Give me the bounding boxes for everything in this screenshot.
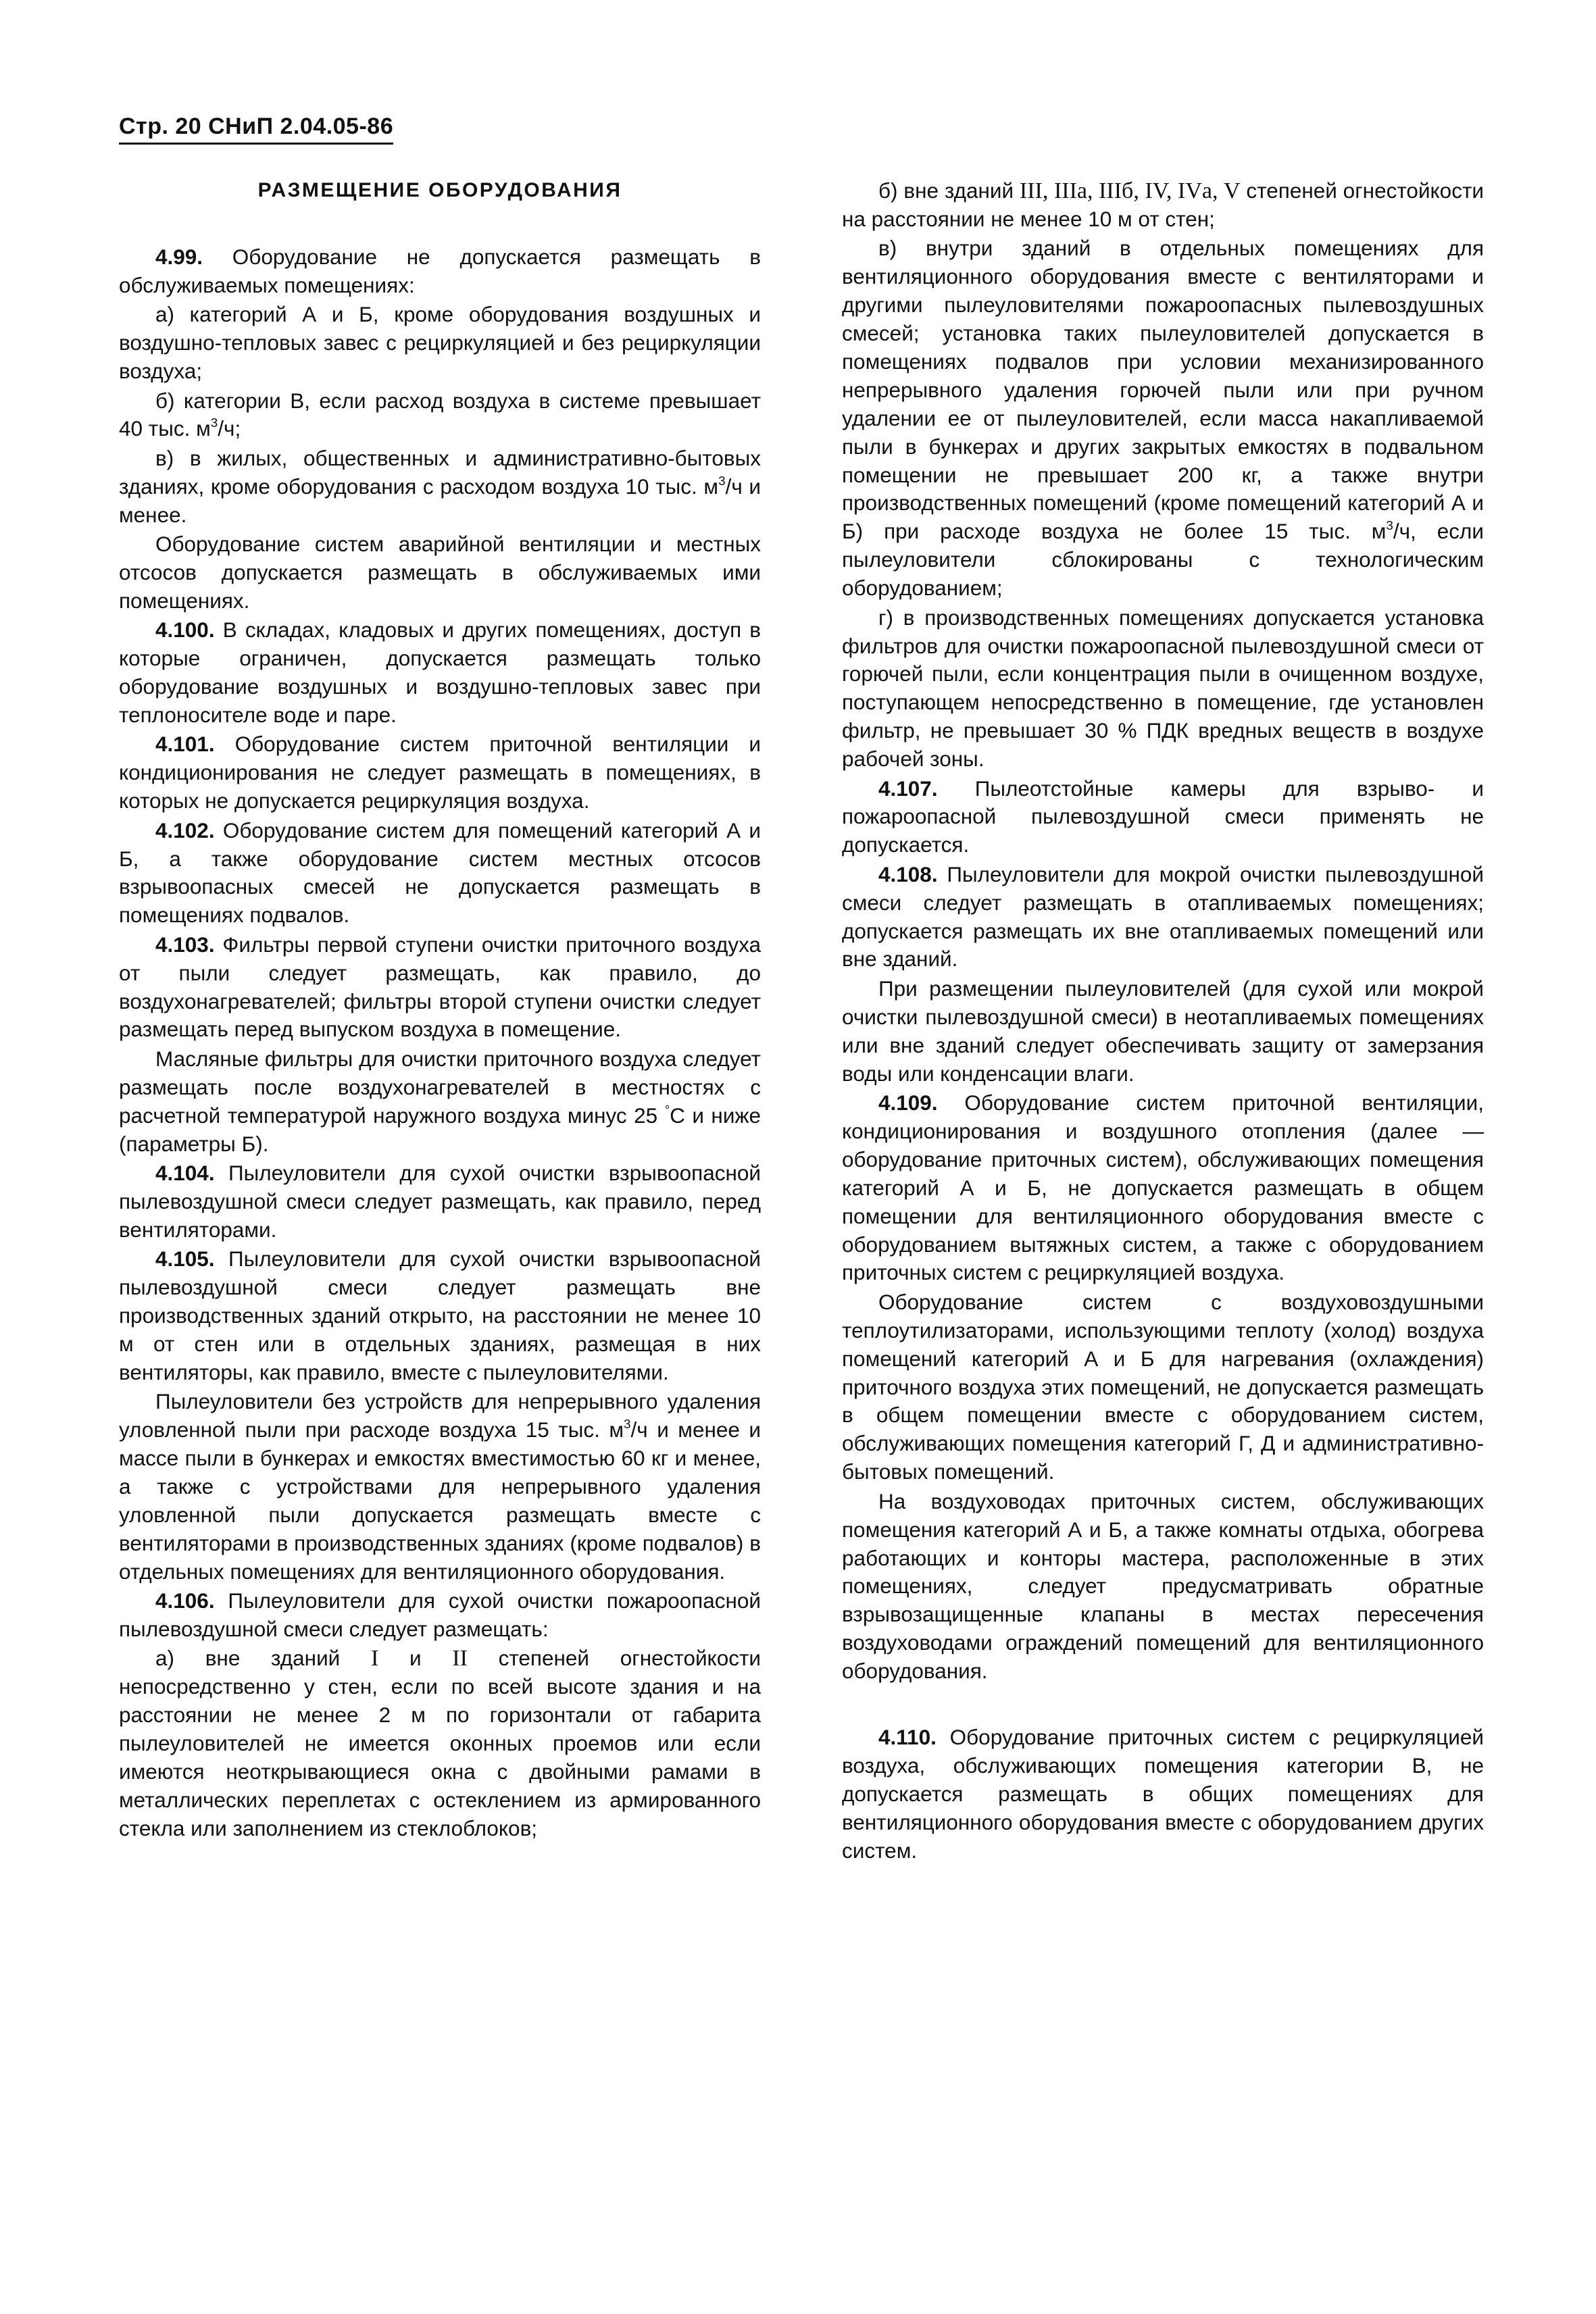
clause-text: Оборудование не допускается размещать в обслуживаемых помещениях:: [119, 245, 761, 297]
clause-text: Фильтры первой ступени очистки приточного воздуха от пыли следует размещать, как правило, до воздухонагревателей; фильтры второй ступени очистки следует размещать перед выпуском воздуха в помещение.: [119, 932, 761, 1042]
text-part: б) категории В, если расход воздуха в системе превышает 40 тыс. м: [119, 388, 761, 441]
clause-number: 4.101.: [155, 732, 215, 757]
clause-text: Пылеуловители для сухой очистки пожароопасной пылевоздушной смеси следует размещать:: [119, 1588, 761, 1641]
page-header: Стр. 20 СНиП 2.04.05-86: [119, 114, 393, 145]
superscript: 3: [210, 416, 218, 431]
roman-numeral: II: [452, 1646, 468, 1671]
left-column: [119, 177, 761, 1844]
paragraph-4-99-b: [119, 387, 761, 444]
paragraph-4-109: [842, 1089, 1484, 1287]
clause-number: 4.103.: [155, 932, 215, 957]
paragraph-4-104: [119, 1159, 761, 1244]
clause-number: 4.106.: [155, 1588, 215, 1613]
paragraph-4-110: [842, 1724, 1484, 1865]
clause-number: 4.110.: [878, 1725, 937, 1750]
paragraph-4-99-note: Оборудование систем аварийной вентиляции и местных отсосов допускается размещать в обслуживаемых ими помещениях.: [119, 532, 761, 613]
clause-number: 4.99.: [155, 245, 203, 269]
superscript: °: [664, 1103, 670, 1117]
paragraph-4-105-b: [119, 1388, 761, 1586]
paragraph-4-103-b: [119, 1045, 761, 1159]
paragraph-4-106-g: г) в производственных помещениях допускается установка фильтров для очистки пожароопасной пылевоздушной смеси от горючей пыли, если концентрация пыли в очищенном воздухе, поступающем непосредственно в помещение, где установлен фильтр, не превышает 30 % ПДК вредных веществ в воздухе рабочей зоны.: [842, 605, 1484, 772]
paragraph-4-103: [119, 931, 761, 1045]
paragraph-4-106-b: [842, 177, 1484, 234]
text-part: /ч, если пылеуловители сблокированы с технологическим оборудованием;: [842, 519, 1484, 601]
paragraph-4-105: [119, 1245, 761, 1387]
text-part: Масляные фильтры для очистки приточного воздуха следует размещать после воздухонагревателей в местностях с расчетной температурой наружного воздуха минус 25: [119, 1046, 761, 1128]
clause-number: 4.107.: [878, 776, 938, 801]
superscript: 3: [1386, 519, 1393, 534]
paragraph-4-109-b: Оборудование систем с воздуховоздушными теплоутилизаторами, использующими теплоту (холод) воздуха помещений категорий А и Б для нагревания (охлаждения) приточного воздуха этих помещений, не допускается размещать в общем помещении вместе с оборудованием систем, обслуживающих помещения категорий Г, Д и административно-бытовых помещений.: [842, 1289, 1484, 1484]
clause-number: 4.109.: [878, 1090, 938, 1115]
text-part: и: [378, 1646, 453, 1671]
clause-text: Оборудование приточных систем с рециркуляцией воздуха, обслуживающих помещения категории В, не допускается размещать в общих помещениях для вентиляционного оборудования вместе с оборудованием других систем.: [842, 1725, 1484, 1863]
clause-text: Оборудование систем для помещений категорий А и Б, а также оборудование систем местных отсосов взрывоопасных смесей не допускается размещать в помещениях подвалов.: [119, 818, 761, 928]
text-part: в) внутри зданий в отдельных помещениях для вентиляционного оборудования вместе с вентиляторами и другими пылеуловителями пожароопасных пылевоздушных смесей; установка таких пылеуловителей допускается в помещениях подвалов при условии механизированного непрерывного удаления горючей пыли или при ручном удалении ее от пылеуловителей, если масса накапливаемой пыли в бункерах и других закрытых емкостях в подвальном помещении не превышает 200 кг, а также внутри производственных помещений (кроме помещений категорий А и Б) при расходе воздуха не более 15 тыс. м: [842, 236, 1484, 544]
paragraph-4-107: [842, 775, 1484, 860]
text-part: /ч;: [218, 416, 241, 441]
roman-numeral: III, IIIа, IIIб, IV, IVа, V: [1019, 178, 1241, 203]
paragraph-4-101: [119, 730, 761, 815]
text-part: в) в жилых, общественных и административно-бытовых зданиях, кроме оборудования с расходом воздуха 10 тыс. м: [119, 445, 761, 499]
text-part: /ч и менее.: [119, 474, 761, 527]
clause-number: 4.102.: [155, 818, 215, 842]
text-part: Пылеуловители без устройств для непрерывного удаления уловленной пыли при расходе воздуха 15 тыс. м: [119, 1389, 761, 1442]
clause-text: В складах, кладовых и других помещениях, доступ в которые ограничен, допускается размещать только оборудование воздушных и воздушно-тепловых завес при теплоносителе воде и паре.: [119, 618, 761, 727]
paragraph-4-106-v: [842, 234, 1484, 603]
clause-number: 4.108.: [878, 861, 938, 886]
clause-text: Пылеуловители для мокрой очистки пылевоздушной смеси следует размещать в отапливаемых помещениях; допускается размещать их вне отапливаемых помещений или вне зданий.: [842, 861, 1484, 972]
paragraph-4-100: [119, 616, 761, 730]
clause-number: 4.100.: [155, 618, 215, 643]
paragraph-4-99-a: а) категорий А и Б, кроме оборудования воздушных и воздушно-тепловых завес с рециркуляцией и без рециркуляции воздуха;: [119, 302, 761, 384]
text-part: степеней огнестойкости на расстоянии не менее 10 м от стен;: [842, 178, 1484, 231]
paragraph-4-99: [119, 243, 761, 300]
paragraph-4-99-v: [119, 445, 761, 530]
paragraph-4-106-a: [119, 1644, 761, 1842]
text-part: б) вне зданий: [878, 178, 1020, 203]
clause-text: Пылеуловители для сухой очистки взрывоопасной пылевоздушной смеси следует размещать вне производственных зданий открыто, на расстоянии не менее 10 м от стен или в отдельных зданиях, размещая в них вентиляторы, как правило, вместе с пылеуловителями.: [119, 1247, 761, 1384]
roman-numeral: I: [370, 1646, 379, 1671]
clause-text: Пылеотстойные камеры для взрыво- и пожароопасной пылевоздушной смеси применять не допускается.: [842, 776, 1484, 857]
clause-number: 4.105.: [155, 1247, 215, 1272]
right-column: [842, 177, 1484, 1866]
text-part: /ч и менее и массе пыли в бункерах и емкостях вместимостью 60 кг и менее, а также с устройствами для непрерывного удаления уловленной пыли допускается размещать вместе с вентиляторами в производственных зданиях (кроме подвалов) в отдельных помещениях для вентиляционного оборудования.: [119, 1417, 762, 1584]
clause-text: Оборудование систем приточной вентиляции, кондиционирования и воздушного отопления (далее — оборудование приточных систем), обслуживающих помещения категорий А и Б, не допускается размещать в общем помещении для вентиляционного оборудования вместе с оборудованием вытяжных систем, а также с оборудованием приточных систем с рециркуляцией воздуха.: [842, 1090, 1484, 1285]
text-part: а) вне зданий: [155, 1646, 371, 1671]
paragraph-4-102: [119, 817, 761, 930]
paragraph-4-108: [842, 861, 1484, 974]
clause-text: Оборудование систем приточной вентиляции и кондиционирования не следует размещать в помещениях, в которых не допускается рециркуляция воздуха.: [119, 732, 761, 813]
clause-text: Пылеуловители для сухой очистки взрывоопасной пылевоздушной смеси следует размещать, как правило, перед вентиляторами.: [119, 1161, 761, 1242]
clause-number: 4.104.: [155, 1161, 215, 1185]
superscript: 3: [624, 1417, 631, 1432]
section-heading: РАЗМЕЩЕНИЕ ОБОРУДОВАНИЯ: [257, 179, 622, 201]
superscript: 3: [718, 474, 726, 488]
paragraph-4-106: [119, 1587, 761, 1644]
paragraph-4-109-c: На воздуховодах приточных систем, обслуживающих помещения категорий А и Б, а также комнаты отдыха, обогрева работающих и конторы мастера, расположенные в этих помещениях, следует предусматривать обратные взрывозащищенные клапаны в местах пересечения воздуховодами ограждений помещений для вентиляционного оборудования.: [842, 1488, 1484, 1684]
text-part: С и ниже (параметры Б).: [119, 1103, 761, 1156]
paragraph-4-108-b: При размещении пылеуловителей (для сухой или мокрой очистки пылевоздушной смеси) в неотапливаемых помещениях или вне зданий следует обеспечивать защиту от замерзания воды или конденсации влаги.: [842, 976, 1484, 1086]
text-part: степеней огнестойкости непосредственно у стен, если по всей высоте здания и на расстоянии не менее 2 м по горизонтали от габарита пылеуловителей не имеется оконных проемов или если имеются неоткрывающиеся окна с двойными рамами в металлических переплетах с остеклением из армированного стекла или заполнением из стеклоблоков;: [119, 1646, 761, 1840]
